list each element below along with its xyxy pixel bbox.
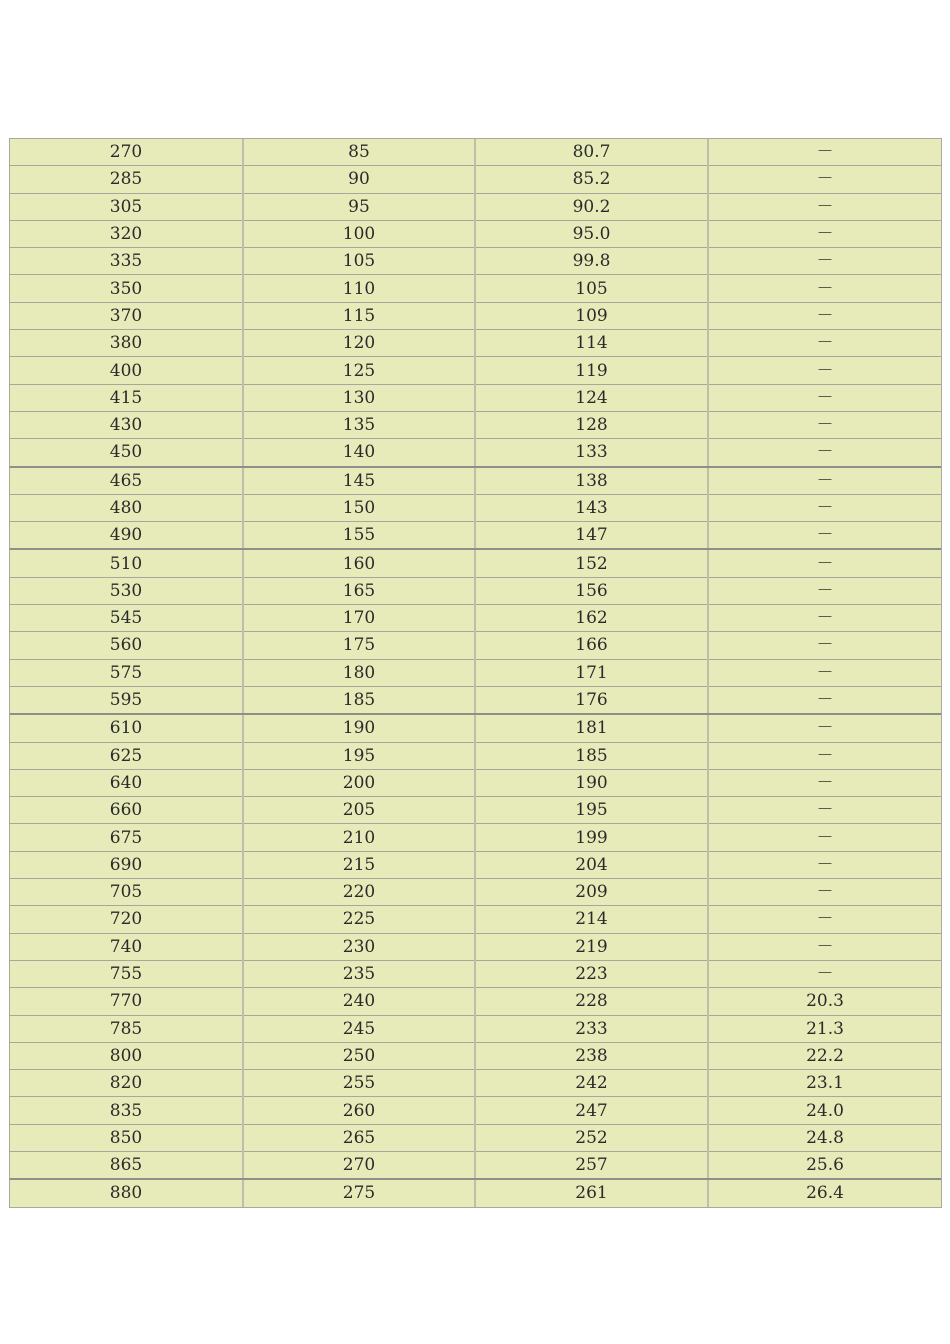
table-cell-col2: 135 <box>243 411 475 438</box>
table-row <box>10 769 941 796</box>
table-cell-col4: － <box>708 906 941 933</box>
table-cell-col1: 625 <box>10 742 243 769</box>
table-cell-col1: 415 <box>10 384 243 411</box>
table-cell-col2: 255 <box>243 1070 475 1097</box>
table-cell-col4: 24.0 <box>708 1097 941 1124</box>
table-cell-col1: 770 <box>10 988 243 1015</box>
table-cell-col4: 25.6 <box>708 1151 941 1179</box>
table-cell-col4: － <box>708 439 941 467</box>
table-cell-col2: 270 <box>243 1151 475 1179</box>
table-cell-col4: － <box>708 357 941 384</box>
table-cell-col2: 105 <box>243 248 475 275</box>
table-cell-col2: 265 <box>243 1124 475 1151</box>
table-cell-col3: 238 <box>475 1042 708 1069</box>
table-cell-col4: － <box>708 193 941 220</box>
table-row <box>10 577 941 604</box>
table-row <box>10 166 941 193</box>
table-cell-col3: 166 <box>475 632 708 659</box>
table-row <box>10 411 941 438</box>
table-cell-col4: 20.3 <box>708 988 941 1015</box>
table-cell-col3: 247 <box>475 1097 708 1124</box>
table-cell-col2: 85 <box>243 139 475 166</box>
table-cell-col3: 195 <box>475 797 708 824</box>
table-cell-col1: 350 <box>10 275 243 302</box>
table-cell-col2: 165 <box>243 577 475 604</box>
table-cell-col3: 80.7 <box>475 139 708 166</box>
table-row <box>10 879 941 906</box>
table-cell-col3: 143 <box>475 494 708 521</box>
table-cell-col4: － <box>708 686 941 714</box>
table-cell-col2: 130 <box>243 384 475 411</box>
table-cell-col3: 214 <box>475 906 708 933</box>
table-row <box>10 1070 941 1097</box>
table-cell-col4: － <box>708 467 941 495</box>
table-row <box>10 960 941 987</box>
table-cell-col2: 160 <box>243 549 475 577</box>
table-cell-col1: 880 <box>10 1179 243 1206</box>
table-cell-col1: 480 <box>10 494 243 521</box>
table-cell-col1: 430 <box>10 411 243 438</box>
table-cell-col2: 200 <box>243 769 475 796</box>
table-row <box>10 742 941 769</box>
table-cell-col1: 820 <box>10 1070 243 1097</box>
table-cell-col1: 850 <box>10 1124 243 1151</box>
table-row <box>10 1151 941 1179</box>
table-cell-col1: 755 <box>10 960 243 987</box>
table-cell-col4: － <box>708 330 941 357</box>
table-cell-col2: 145 <box>243 467 475 495</box>
table-row <box>10 384 941 411</box>
table-cell-col1: 545 <box>10 605 243 632</box>
table-cell-col3: 181 <box>475 714 708 742</box>
table-cell-col4: 24.8 <box>708 1124 941 1151</box>
table-cell-col1: 335 <box>10 248 243 275</box>
table-cell-col3: 190 <box>475 769 708 796</box>
table-cell-col2: 195 <box>243 742 475 769</box>
table-cell-col4: － <box>708 960 941 987</box>
table-cell-col3: 185 <box>475 742 708 769</box>
table-cell-col1: 705 <box>10 879 243 906</box>
table-cell-col3: 252 <box>475 1124 708 1151</box>
table-cell-col3: 95.0 <box>475 220 708 247</box>
table-cell-col2: 220 <box>243 879 475 906</box>
table-cell-col3: 128 <box>475 411 708 438</box>
table-row <box>10 1179 941 1206</box>
table-cell-col4: － <box>708 933 941 960</box>
table-cell-col3: 223 <box>475 960 708 987</box>
table-row <box>10 248 941 275</box>
table-row <box>10 1097 941 1124</box>
table-cell-col3: 147 <box>475 522 708 550</box>
table-cell-col2: 175 <box>243 632 475 659</box>
table-cell-col2: 240 <box>243 988 475 1015</box>
table-row <box>10 1015 941 1042</box>
table-cell-col4: － <box>708 605 941 632</box>
table-cell-col1: 660 <box>10 797 243 824</box>
table-row <box>10 330 941 357</box>
table-cell-col2: 110 <box>243 275 475 302</box>
table-cell-col1: 305 <box>10 193 243 220</box>
table-cell-col3: 199 <box>475 824 708 851</box>
table-cell-col1: 740 <box>10 933 243 960</box>
table-cell-col2: 90 <box>243 166 475 193</box>
table-row <box>10 988 941 1015</box>
table-cell-col1: 835 <box>10 1097 243 1124</box>
table-cell-col2: 115 <box>243 302 475 329</box>
table-cell-col3: 257 <box>475 1151 708 1179</box>
table-cell-col2: 210 <box>243 824 475 851</box>
table-cell-col3: 99.8 <box>475 248 708 275</box>
table-cell-col1: 800 <box>10 1042 243 1069</box>
table-cell-col4: － <box>708 824 941 851</box>
table-cell-col4: － <box>708 577 941 604</box>
table-row <box>10 933 941 960</box>
table-cell-col4: － <box>708 769 941 796</box>
table-cell-col3: 138 <box>475 467 708 495</box>
table-row <box>10 686 941 714</box>
table-cell-col4: － <box>708 714 941 742</box>
table-row <box>10 851 941 878</box>
table-cell-col1: 510 <box>10 549 243 577</box>
table-cell-col3: 109 <box>475 302 708 329</box>
table-cell-col2: 150 <box>243 494 475 521</box>
table-cell-col4: － <box>708 411 941 438</box>
table-cell-col3: 85.2 <box>475 166 708 193</box>
table-row <box>10 139 941 166</box>
table-cell-col3: 105 <box>475 275 708 302</box>
table-row <box>10 659 941 686</box>
table-cell-col2: 260 <box>243 1097 475 1124</box>
table-cell-col1: 285 <box>10 166 243 193</box>
table-cell-col2: 140 <box>243 439 475 467</box>
table-cell-col2: 155 <box>243 522 475 550</box>
table-cell-col1: 640 <box>10 769 243 796</box>
table-cell-col1: 270 <box>10 139 243 166</box>
table-cell-col3: 152 <box>475 549 708 577</box>
table-cell-col3: 176 <box>475 686 708 714</box>
table-row <box>10 824 941 851</box>
table-cell-col2: 215 <box>243 851 475 878</box>
table-cell-col1: 675 <box>10 824 243 851</box>
table-cell-col4: － <box>708 275 941 302</box>
table-cell-col2: 245 <box>243 1015 475 1042</box>
table-cell-col2: 180 <box>243 659 475 686</box>
table-cell-col1: 320 <box>10 220 243 247</box>
table-row <box>10 275 941 302</box>
table-cell-col3: 133 <box>475 439 708 467</box>
data-table-container <box>9 138 942 1208</box>
table-cell-col4: － <box>708 851 941 878</box>
table-row <box>10 302 941 329</box>
table-cell-col3: 171 <box>475 659 708 686</box>
table-cell-col1: 610 <box>10 714 243 742</box>
table-row <box>10 220 941 247</box>
table-cell-col2: 95 <box>243 193 475 220</box>
table-cell-col1: 785 <box>10 1015 243 1042</box>
table-body <box>10 139 941 1207</box>
table-cell-col4: － <box>708 549 941 577</box>
table-cell-col4: － <box>708 248 941 275</box>
table-cell-col3: 219 <box>475 933 708 960</box>
table-cell-col4: － <box>708 797 941 824</box>
table-cell-col3: 114 <box>475 330 708 357</box>
table-row <box>10 193 941 220</box>
table-cell-col3: 162 <box>475 605 708 632</box>
table-cell-col1: 370 <box>10 302 243 329</box>
table-cell-col2: 225 <box>243 906 475 933</box>
table-row <box>10 522 941 550</box>
table-cell-col2: 100 <box>243 220 475 247</box>
table-cell-col2: 205 <box>243 797 475 824</box>
table-cell-col2: 185 <box>243 686 475 714</box>
table-row <box>10 906 941 933</box>
table-cell-col1: 865 <box>10 1151 243 1179</box>
table-cell-col3: 261 <box>475 1179 708 1206</box>
table-cell-col2: 235 <box>243 960 475 987</box>
table-cell-col3: 119 <box>475 357 708 384</box>
table-cell-col1: 450 <box>10 439 243 467</box>
table-row <box>10 467 941 495</box>
table-cell-col4: － <box>708 384 941 411</box>
table-cell-col4: － <box>708 302 941 329</box>
table-cell-col1: 380 <box>10 330 243 357</box>
table-cell-col4: 26.4 <box>708 1179 941 1206</box>
data-table <box>10 139 941 1207</box>
table-cell-col1: 530 <box>10 577 243 604</box>
table-cell-col4: － <box>708 879 941 906</box>
table-row <box>10 632 941 659</box>
table-cell-col3: 124 <box>475 384 708 411</box>
table-row <box>10 605 941 632</box>
table-cell-col1: 490 <box>10 522 243 550</box>
table-row <box>10 357 941 384</box>
table-cell-col1: 720 <box>10 906 243 933</box>
table-cell-col4: － <box>708 632 941 659</box>
table-cell-col1: 690 <box>10 851 243 878</box>
table-cell-col2: 190 <box>243 714 475 742</box>
table-row <box>10 549 941 577</box>
table-cell-col1: 400 <box>10 357 243 384</box>
table-cell-col2: 275 <box>243 1179 475 1206</box>
table-row <box>10 494 941 521</box>
table-cell-col3: 233 <box>475 1015 708 1042</box>
table-cell-col2: 250 <box>243 1042 475 1069</box>
table-cell-col2: 120 <box>243 330 475 357</box>
table-cell-col2: 170 <box>243 605 475 632</box>
table-cell-col3: 242 <box>475 1070 708 1097</box>
table-cell-col3: 156 <box>475 577 708 604</box>
table-cell-col2: 230 <box>243 933 475 960</box>
table-cell-col4: － <box>708 494 941 521</box>
table-row <box>10 439 941 467</box>
table-cell-col1: 575 <box>10 659 243 686</box>
table-cell-col1: 465 <box>10 467 243 495</box>
table-cell-col2: 125 <box>243 357 475 384</box>
table-cell-col4: － <box>708 659 941 686</box>
table-cell-col3: 90.2 <box>475 193 708 220</box>
table-row <box>10 1042 941 1069</box>
table-cell-col4: － <box>708 742 941 769</box>
table-cell-col1: 595 <box>10 686 243 714</box>
table-cell-col3: 209 <box>475 879 708 906</box>
table-cell-col3: 228 <box>475 988 708 1015</box>
table-row <box>10 797 941 824</box>
table-cell-col4: － <box>708 139 941 166</box>
table-cell-col4: － <box>708 220 941 247</box>
table-cell-col4: － <box>708 522 941 550</box>
table-cell-col4: 23.1 <box>708 1070 941 1097</box>
table-cell-col4: 21.3 <box>708 1015 941 1042</box>
table-cell-col4: 22.2 <box>708 1042 941 1069</box>
table-row <box>10 1124 941 1151</box>
table-row <box>10 714 941 742</box>
table-cell-col1: 560 <box>10 632 243 659</box>
table-cell-col4: － <box>708 166 941 193</box>
table-cell-col3: 204 <box>475 851 708 878</box>
